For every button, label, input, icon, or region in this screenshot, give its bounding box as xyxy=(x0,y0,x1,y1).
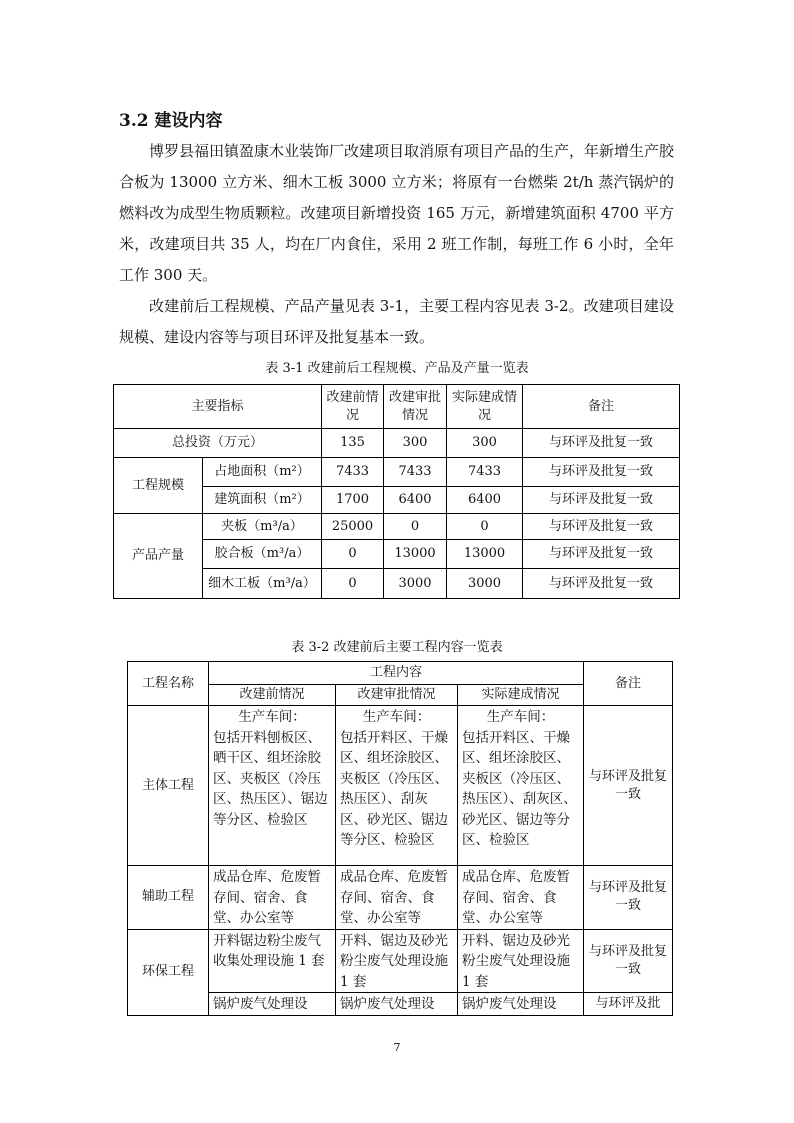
page-number: 7 xyxy=(393,1041,401,1054)
header-approved: 改建审批情况 xyxy=(384,385,447,429)
cell-text: 包括开料区、干燥区、组坯涂胶区、夹板区（冷压区、热压区）、刮灰区、砂光区、锯边等分区、检验区 xyxy=(340,729,448,848)
cell-note: 与环评及批复一致 xyxy=(584,866,673,930)
cell-before: 0 xyxy=(322,569,384,599)
cell-actual: 6400 xyxy=(447,487,523,514)
table-row xyxy=(128,929,673,993)
works-name: 环保工程 xyxy=(128,929,209,1015)
row-label: 细木工板（m³/a） xyxy=(203,569,322,599)
cell-actual xyxy=(458,706,584,866)
header-works-name: 工程名称 xyxy=(128,662,209,706)
cell-note: 与环评及批复一致 xyxy=(523,514,680,540)
cell-approved: 3000 xyxy=(384,569,447,599)
works-name: 主体工程 xyxy=(128,706,209,866)
cell-approved: 6400 xyxy=(384,487,447,514)
header-before: 改建前情况 xyxy=(322,385,384,429)
cell-actual: 成品仓库、危废暂存间、宿舍、食堂、办公室等 xyxy=(458,866,584,930)
cell-actual: 3000 xyxy=(447,569,523,599)
cell-approved: 成品仓库、危废暂存间、宿舍、食堂、办公室等 xyxy=(336,866,458,930)
cell-before xyxy=(209,706,336,866)
cell-note: 与环评及批复一致 xyxy=(523,458,680,487)
cell-actual: 7433 xyxy=(447,458,523,487)
cell-before: 1700 xyxy=(322,487,384,514)
cell-note: 与环评及批复一致 xyxy=(523,540,680,569)
header-actual: 实际建成情况 xyxy=(447,385,523,429)
table-row xyxy=(128,706,673,866)
row-label: 建筑面积（m²） xyxy=(203,487,322,514)
cell-before: 成品仓库、危废暂存间、宿舍、食堂、办公室等 xyxy=(209,866,336,930)
header-before: 改建前情况 xyxy=(209,685,336,706)
cell-before: 0 xyxy=(322,540,384,569)
workshop-label: 生产车间： xyxy=(238,709,306,725)
scale-output-table xyxy=(113,384,680,599)
table-row xyxy=(114,429,680,458)
table2-caption: 表 3-2 改建前后主要工程内容一览表 xyxy=(291,640,503,655)
cell-before: 135 xyxy=(322,429,384,458)
cell-actual: 锅炉废气处理设 xyxy=(458,993,584,1016)
section-heading: 3.2 建设内容 xyxy=(119,111,223,131)
paragraph-table-reference: 改建前后工程规模、产品产量见表 3-1，主要工程内容见表 3-2。改建项目建设规模、建设内容等与项目环评及批复基本一致。 xyxy=(119,297,674,346)
cell-actual: 开料、锯边及砂光粉尘废气处理设施 1 套 xyxy=(458,929,584,993)
cell-note: 与环评及批 xyxy=(584,993,673,1016)
group-label: 工程规模 xyxy=(114,458,203,514)
header-note: 备注 xyxy=(523,385,680,429)
cell-note: 与环评及批复一致 xyxy=(523,487,680,514)
cell-note: 与环评及批复一致 xyxy=(584,706,673,866)
cell-approved: 0 xyxy=(384,514,447,540)
paragraph-project-overview: 博罗县福田镇盈康木业装饰厂改建项目取消原有项目产品的生产，年新增生产胶合板为 13000 立方米、细木工板 3000 立方米；将原有一台燃柴 2t/h 蒸汽锅炉的燃料改为成型生物质颗粒。改建项目新增投资 165 万元，新增建筑面积 4700 平方米，改建项目共 35 人，均在厂内食住，采用 2 班工作制，每班工作 6 小时，全年工作 300 天。 xyxy=(119,142,675,284)
group-label: 产品产量 xyxy=(114,514,203,599)
works-name: 辅助工程 xyxy=(128,866,209,930)
cell-approved xyxy=(336,706,458,866)
table-row xyxy=(114,514,680,540)
cell-actual: 0 xyxy=(447,514,523,540)
cell-before: 锅炉废气处理设 xyxy=(209,993,336,1016)
cell-before: 25000 xyxy=(322,514,384,540)
cell-before: 开料锯边粉尘废气收集处理设施 1 套 xyxy=(209,929,336,993)
cell-note: 与环评及批复一致 xyxy=(523,569,680,599)
table-row xyxy=(114,458,680,487)
row-label: 总投资（万元） xyxy=(114,429,322,458)
cell-actual: 13000 xyxy=(447,540,523,569)
cell-approved: 锅炉废气处理设 xyxy=(336,993,458,1016)
cell-actual: 300 xyxy=(447,429,523,458)
row-label: 夹板（m³/a） xyxy=(203,514,322,540)
header-note: 备注 xyxy=(584,662,673,706)
cell-approved: 13000 xyxy=(384,540,447,569)
cell-note: 与环评及批复一致 xyxy=(523,429,680,458)
header-works-content: 工程内容 xyxy=(209,662,584,685)
header-actual: 实际建成情况 xyxy=(458,685,584,706)
header-approved: 改建审批情况 xyxy=(336,685,458,706)
cell-text: 包括开料区、干燥区、组坯涂胶区、夹板区（冷压区、热压区）、刮灰区、砂光区、锯边等分区、检验区 xyxy=(462,729,577,848)
cell-note: 与环评及批复一致 xyxy=(584,929,673,993)
cell-text: 包括开料刨板区、晒干区、组坯涂胶区、夹板区（冷压区、热压区）、锯边等分区、检验区 xyxy=(213,729,328,828)
cell-before: 7433 xyxy=(322,458,384,487)
works-content-table xyxy=(127,661,673,1016)
table1-caption: 表 3-1 改建前后工程规模、产品及产量一览表 xyxy=(265,361,529,376)
table-row xyxy=(128,993,673,1016)
workshop-label: 生产车间： xyxy=(362,709,431,725)
row-label: 胶合板（m³/a） xyxy=(203,540,322,569)
cell-approved: 7433 xyxy=(384,458,447,487)
row-label: 占地面积（m²） xyxy=(203,458,322,487)
cell-approved: 开料、锯边及砂光粉尘废气处理设施 1 套 xyxy=(336,929,458,993)
cell-approved: 300 xyxy=(384,429,447,458)
workshop-label: 生产车间： xyxy=(486,709,555,725)
header-main-indicator: 主要指标 xyxy=(114,385,322,429)
table-row xyxy=(128,866,673,930)
